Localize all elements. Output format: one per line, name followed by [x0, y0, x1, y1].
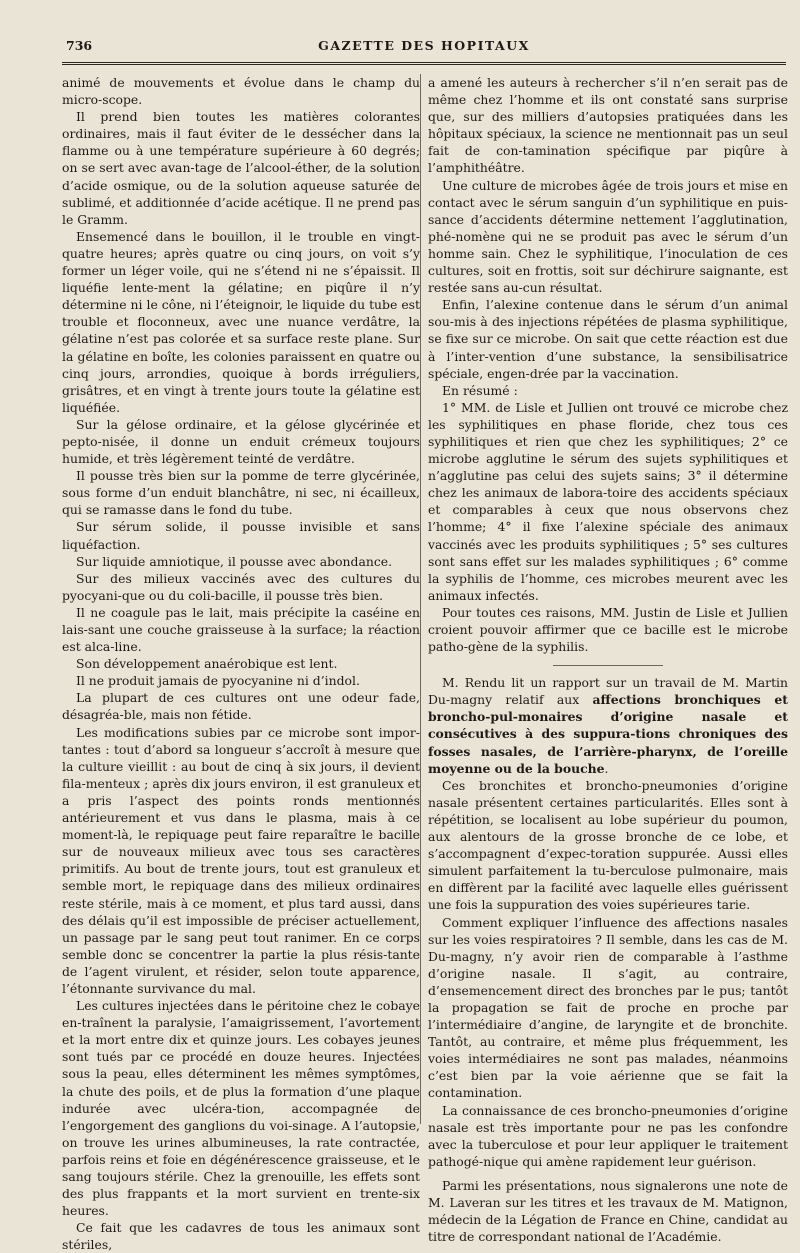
paragraph: a amené les auteurs à rechercher s’il n’en serait pas de même chez l’homme et ils ont constaté sans surprise que, sur des milliers d’autopsies pratiquées dans les hôpitaux spéciaux, la science ne mentionnait pas un seul fait de con-tamination spécifique par piqûre à l’amphithéâtre. [428, 75, 788, 176]
paragraph: Sur la gélose ordinaire, et la gélose glycérinée et pepto-nisée, il donne un enduit crémeux toujours humide, et très légèrement teinté de verdâtre. [62, 416, 420, 467]
paragraph: Une culture de microbes âgée de trois jours et mise en contact avec le sérum sanguin d’un syphilitique en puis-sance d’accidents détermine nettement l’agglutination, phé-nomène qui ne se produit pas avec le sérum d’un homme sain. Chez le syphilitique, l’inoculation de ces cultures, soit en frottis, soit sur déchirure saignante, est restée sans au-cun résultat. [428, 177, 788, 296]
section-separator [553, 665, 663, 666]
paragraph: Ces bronchites et broncho-pneumonies d’origine nasale présentent certaines particularités. Elles sont à répétition, se localisent au lobe supérieur du poumon, aux alentours de la grosse bronche de ce lobe, et s’accompagnent d’expec-toration suppurée. Aussi elles simulent parfaitement la tu-berculose pulmonaire, mais en diffèrent par la facilité avec laquelle elles guérissent une fois la suppuration des voies supérieures tarie. [428, 777, 788, 913]
paragraph: 1° MM. de Lisle et Jullien ont trouvé ce microbe chez les syphilitiques en phase floride, chez tous ces syphilitiques et rien que chez les syphilitiques; 2° ce microbe agglutine le sérum des sujets syphilitiques et n’agglutine pas celui des sujets sains; 3° il détermine chez les animaux de labora-toire des accidents spéciaux et comparables à ceux que nous observons chez l’homme; 4° il fixe l’alexine spéciale des animaux vaccinés avec les produits syphilitiques ; 5° ses cultures sont sans effet sur les malades syphilitiques ; 6° comme la syphilis de l’homme, ces microbes meurent avec les animaux infectés. [428, 399, 788, 603]
paragraph: Sur sérum solide, il pousse invisible et sans liquéfaction. [62, 519, 420, 552]
paragraph: En résumé : [442, 382, 518, 398]
paragraph: Sur liquide amniotique, il pousse avec abondance. [76, 553, 393, 569]
paragraph: Comment expliquer l’influence des affections nasales sur les voies respiratoires ? Il semble, dans les cas de M. Du-magny, n’y avoir rien de comparable à l’asthme d’origine nasale. Il s’agit, au contraire, d’ensemencement direct des bronches par le pus; tantôt la propagation se fait de proche en proche par l’intermédiaire d’angine, de laryngite et de bronchite. Tantôt, au contraire, et même plus fréquemment, les voies intermédiaires ne sont pas malades, néanmoins c’est bien par la voie aérienne que se fait la contamination. [428, 914, 788, 1101]
page-header [62, 38, 786, 58]
right-column [428, 74, 788, 1245]
paragraph: Enfin, l’alexine contenue dans le sérum d’un animal sou-mis à des injections répétées de plasma syphilitique, se fixe sur ce microbe. On sait que cette réaction est due à l’inter-vention d’une substance, la sensibilisatrice spéciale, engen-drée par la vaccination. [428, 297, 788, 381]
left-column [62, 74, 420, 1253]
rendu-end: . [604, 760, 609, 776]
paragraph: animé de mouvements et évolue dans le champ du micro-scope. [62, 75, 420, 108]
paragraph: Sur des milieux vaccinés avec des cultures du pyocyani-que ou du coli-bacille, il pousse très bien. [62, 570, 420, 603]
paragraph: Les modifications subies par ce microbe sont impor-tantes : tout d’abord sa longueur s’accroît à mesure que la culture vieillit : au bout de cinq à six jours, il devient fila-menteux ; après dix jours environ, il est granuleux et a pris l’aspect des points ronds mentionnés antérieurement et vus dans le plasma, mais à ce moment-là, le repiquage peut faire reparaître le bacille sur de nouveaux milieux avec tous ses caractères primitifs. Au bout de trente jours, tout est granuleux et semble mort, le repiquage dans des milieux ordinaires reste stérile, mais à ce moment, et plus tard aussi, dans des délais qu’il est impossible de préciser actuellement, un passage par le sang peut tout ranimer. En ce corps semble donc se concentrer la partie la plus résis-tante de l’agent virulent, et résider, selon toute apparence, l’étonnante survivance du mal. [62, 724, 420, 996]
paragraph: Il ne coagule pas le lait, mais précipite la caséine en lais-sant une couche graisseuse à la surface; la réaction est alca-line. [62, 604, 420, 655]
paragraph: Son développement anaérobique est lent. [76, 656, 338, 672]
rendu-intro: M. Rendu lit un rapport sur un travail de M. Martin Du-magny relatif aux [428, 675, 788, 708]
paragraph: Ce fait que les cadavres de tous les animaux sont stériles, [62, 1220, 420, 1253]
journal-title: GAZETTE DES HOPITAUX [318, 38, 530, 53]
paragraph: Les cultures injectées dans le péritoine chez le cobaye en-traînent la paralysie, l’amaigrissement, l’avortement et la mort entre dix et quinze jours. Les cobayes jeunes sont tués par ce procédé en douze heures. Injectées sous la peau, elles déterminent les mêmes symptômes, la chute des poils, et de plus la formation d’une plaque indurée avec ulcéra-tion, accompagnée de l’engorgement des ganglions du voi-sinage. A l’autopsie, on trouve les urines albumineuses, la rate contractée, parfois reins et foie en dégénérescence graisseuse, et le sang toujours stérile. Chez la grenouille, les effets sont des plus frappants et la mort survient en trente-six heures. [62, 998, 420, 1219]
page-number: 736 [66, 38, 93, 53]
header-rule [62, 62, 786, 65]
paragraph: La plupart de ces cultures ont une odeur fade, désagréa-ble, mais non fétide. [62, 690, 420, 723]
paragraph: Il ne produit jamais de pyocyanine ni d’indol. [76, 673, 360, 689]
column-divider [420, 74, 421, 1124]
final-paragraph: Parmi les présentations, nous signalerons une note de M. Laveran sur les titres et les travaux de M. Matignon, médecin de la Légation de France en Chine, candidat au titre de correspondant national de l’Académie. [428, 1177, 788, 1245]
rendu-subject: affections bronchiques et broncho-pul-monaires d’origine nasale et consécutives à des suppura-tions chroniques des fosses nasales, de l’arrière-pharynx, de l’oreille moyenne ou de la bouche [428, 692, 788, 776]
rendu-paragraph [428, 674, 788, 777]
paragraph-gap [428, 1170, 788, 1177]
paragraph: Il prend bien toutes les matières colorantes ordinaires, mais il faut éviter de le dessécher dans la flamme ou à une température supérieure à 60 degrés; on se sert avec avan-tage de l’alcool-éther, de la solution d’acide osmique, ou de la solution aqueuse saturée de sublimé, et additionnée d’acide acétique. Il ne prend pas le Gramm. [62, 109, 420, 227]
paragraph: La connaissance de ces broncho-pneumonies d’origine nasale est très importante pour ne pas les confondre avec la tuberculose et pour leur appliquer le traitement pathogé-nique qui amène rapidement leur guérison. [428, 1102, 788, 1169]
paragraph: Pour toutes ces raisons, MM. Justin de Lisle et Jullien croient pouvoir affirmer que ce bacille est le microbe patho-gène de la syphilis. [428, 604, 788, 655]
paragraph: Ensemencé dans le bouillon, il le trouble en vingt-quatre heures; après quatre ou cinq jours, on voit s’y former un léger voile, qui ne s’étend ni ne s’épaissit. Il liquéfie lente-ment la gélatine; en piqûre il n’y détermine ni le cône, ni l’éteignoir, le liquide du tube est trouble et floconneux, avec une nuance verdâtre, la gélatine n’est pas colorée et sa surface reste plane. Sur la gélatine en boîte, les colonies paraissent en quatre ou cinq jours, arrondies, quoique à bords irréguliers, grisâtres, et en vingt à trente jours toute la gélatine est liquéfiée. [62, 228, 420, 415]
paragraph: Il pousse très bien sur la pomme de terre glycérinée, sous forme d’un enduit blanchâtre, ni sec, ni écailleux, qui se ramasse dans le fond du tube. [62, 468, 420, 518]
